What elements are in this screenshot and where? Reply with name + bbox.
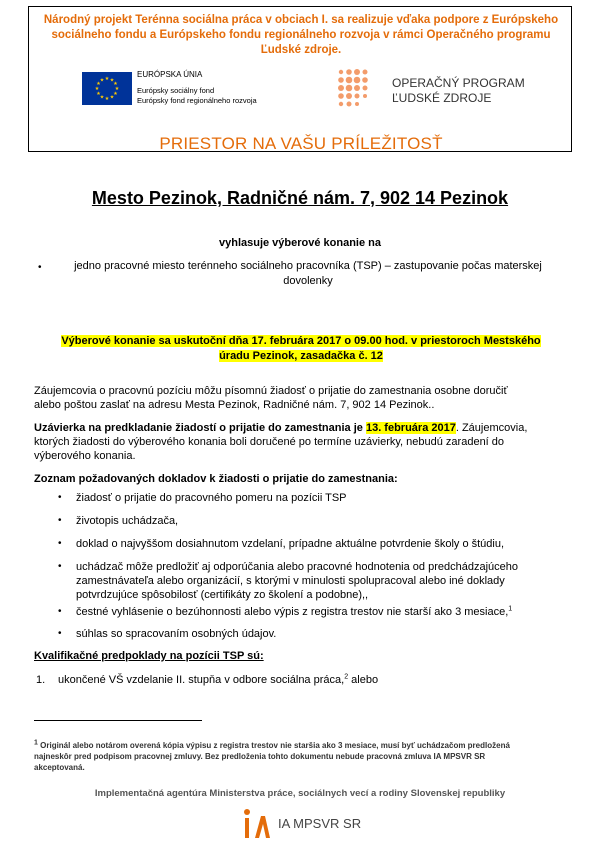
references-line-3: potvrdzujúce spôsobilosť (certifikáty zo školení a podobne),, [76, 589, 369, 601]
svg-text:★: ★ [109, 77, 115, 84]
interview-notice [44, 334, 558, 364]
footnote-number: 1 [34, 739, 38, 747]
op-dots-icon [335, 68, 375, 108]
doc-item-cv: životopis uchádzača, [76, 515, 179, 527]
svg-text:★: ★ [104, 96, 110, 102]
eu-logo-text [137, 70, 257, 106]
doc-item-education: doklad o najvyššom dosiahnutom vzdelaní, prípadne aktuálne potvrdenie školy o štúdiu, [76, 538, 505, 550]
qual-text: ukončené VŠ vzdelanie II. stupňa v odbore sociálna práca, [58, 674, 345, 686]
slogan: PRIESTOR NA VAŠU PRÍLEŽITOSŤ [159, 134, 443, 153]
header-line-1: Národný projekt Terénna sociálna práca v obciach I. sa realizuje vďaka podpore z Európskeho [43, 14, 559, 26]
list-bullet: • [58, 561, 62, 572]
page-title: Mesto Pezinok, Radničné nám. 7, 902 14 Pezinok [91, 188, 509, 208]
ia-logo-text: IA MPSVR SR [278, 816, 362, 831]
footnote [34, 740, 564, 773]
application-paragraph [34, 384, 567, 412]
list-bullet: • [58, 606, 62, 617]
svg-text:★: ★ [96, 81, 101, 87]
position-text [58, 259, 558, 289]
eu-flag-icon [82, 72, 132, 105]
footnote-line-1: Originál alebo notárom overená kópia výpisu z registra trestov nie staršia ako 3 mesiace, musí byť uchádzačom predložená [37, 741, 510, 750]
doc-item-criminal-record [76, 605, 566, 619]
position-line-2: dovolenky [283, 275, 333, 287]
application-line-1: Záujemcovia o pracovnú pozíciu môžu písomnú žiadosť o prijatie do zamestnania osobne doručiť [34, 385, 508, 397]
header-line-3: Ľudské zdroje. [260, 44, 342, 56]
footnote-line-3: akceptovaná. [34, 763, 85, 772]
footnote-ref-2: 2 [344, 673, 349, 681]
svg-text:★: ★ [96, 91, 101, 97]
announce-text: vyhlasuje výberové konanie na [218, 237, 382, 249]
criminal-record-text: čestné vyhlásenie o bezúhonnosti alebo výpis z registra trestov nie starší ako 3 mesiace, [76, 606, 509, 618]
doc-item-references [76, 560, 566, 602]
implementer-text: Implementačná agentúra Ministerstva práce, sociálnych vecí a rodiny Slovenskej republiky [94, 788, 506, 799]
list-bullet: • [58, 515, 62, 526]
op-logo-text [392, 76, 525, 106]
deadline-label: Uzávierka na predkladanie žiadostí o prijatie do zamestnania je [34, 422, 363, 434]
footnote-line-2: najneskôr pred podpisom pracovnej zmluvy. Bez predloženia tohto dokumentu nebude pracovná zmluva IA MPSVR SR [34, 752, 486, 761]
qual-number: 1. [36, 674, 46, 686]
qual-item [58, 674, 378, 686]
svg-text:★: ★ [113, 91, 118, 97]
application-line-2: alebo poštou zaslať na adresu Mesta Pezinok, Radničné nám. 7, 902 14 Pezinok.. [34, 399, 435, 411]
svg-text:★: ★ [114, 86, 120, 92]
deadline-rest: . Záujemcovia, [455, 422, 528, 434]
position-bullet: • [38, 262, 42, 273]
interview-line-1: Výberové konanie sa uskutoční dňa 17. februára 2017 o 09.00 hod. v priestoroch Mestského [61, 335, 541, 347]
references-line-2: zamestnávateľa alebo organizácií, s ktorými v minulosti spolupracoval alebo iné doklady [76, 575, 505, 587]
deadline-paragraph [34, 421, 567, 463]
list-bullet: • [58, 492, 62, 503]
svg-text:★: ★ [99, 94, 105, 101]
references-line-1: uchádzač môže predložiť aj odporúčania alebo pracovné hodnotenia od predchádzajúceho [76, 561, 518, 573]
qualifications-heading: Kvalifikačné predpoklady na pozícii TSP sú: [34, 650, 264, 662]
doc-item-consent: súhlas so spracovaním osobných údajov. [76, 628, 277, 640]
doc-item-application: žiadosť o prijatie do pracovného pomeru na pozícii TSP [76, 492, 347, 504]
svg-text:★: ★ [113, 81, 118, 87]
esf-label: Európsky sociálny fond [137, 86, 215, 95]
svg-text:★: ★ [94, 86, 100, 92]
svg-text:★: ★ [109, 94, 115, 101]
qual-tail: alebo [348, 674, 379, 686]
deadline-line-2: ktorých žiadosti do výberového konania boli doručené po termíne uzávierky, nebudú zaradení do [34, 436, 505, 448]
op-line-1: OPERAČNÝ PROGRAM [392, 76, 525, 90]
header-line-2: sociálneho fondu a Európskeho fondu regionálneho rozvoja v rámci Operačného programu [51, 29, 551, 41]
ia-logo-icon [241, 808, 271, 842]
footnote-divider [34, 720, 202, 721]
deadline-line-3: výberového konania. [34, 450, 136, 462]
docs-heading: Zoznam požadovaných dokladov k žiadosti o prijatie do zamestnania: [34, 473, 398, 485]
position-line-1: jedno pracovné miesto terénneho sociálneho pracovníka (TSP) – zastupovanie počas materskej [74, 260, 542, 272]
eu-label: EURÓPSKA ÚNIA [137, 70, 203, 79]
list-bullet: • [58, 538, 62, 549]
svg-text:★: ★ [104, 76, 110, 82]
deadline-date: 13. februára 2017 [365, 422, 456, 434]
interview-line-2: úradu Pezinok, zasadačka č. 12 [219, 350, 383, 362]
op-line-2: ĽUDSKÉ ZDROJE [392, 91, 492, 105]
footnote-ref: 1 [508, 605, 513, 613]
list-bullet: • [58, 628, 62, 639]
erdf-label: Európsky fond regionálneho rozvoja [137, 96, 257, 105]
svg-text:★: ★ [99, 77, 105, 84]
